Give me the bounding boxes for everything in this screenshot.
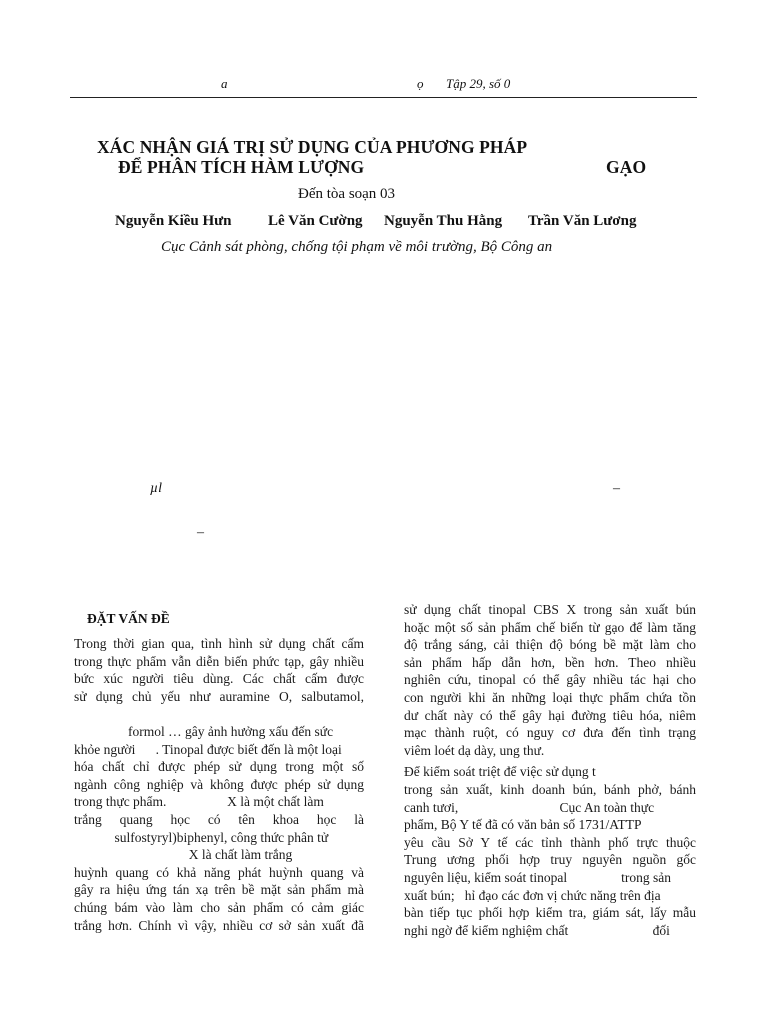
right-line: canh tươi, Cục An toàn thực	[404, 799, 655, 815]
left-line	[74, 705, 364, 723]
right-line: dư chất này có thể gây hại đường tiêu hóa, niêm	[404, 707, 696, 723]
affiliation: Cục Cảnh sát phòng, chống tội phạm về môi trường, Bộ Công an	[161, 239, 553, 255]
right-column	[404, 601, 696, 939]
left-line: trong thực phẩm vẫn diễn biến phức tạp, gây nhiều	[74, 653, 364, 669]
right-line: sử dụng chất tinopal CBS X trong sản xuất bún	[404, 602, 696, 617]
right-line: viêm loét dạ dày, ung thư.	[404, 742, 545, 758]
author-3: Nguyễn Thu Hằng	[384, 213, 503, 229]
right-line: con người khi ăn những loại thực phẩm chứa tồn	[404, 689, 696, 705]
left-line: chúng bám vào làm cho sản phẩm có cảm giác	[74, 899, 364, 915]
right-line: bàn tiếp tục phối hợp kiểm tra, giám sát, lấy mẫu	[404, 905, 696, 921]
left-line: sulfostyryl)biphenyl, công thức phân tử	[74, 829, 329, 845]
header-volume: Tập 29, số 0	[446, 76, 511, 91]
left-line: huỳnh quang có khả năng phát huỳnh quang và	[74, 864, 364, 880]
right-line: mạc thành ruột, có nguy cơ đưa đến tình trạng	[404, 725, 696, 741]
right-line: Trung ương phối hợp truy nguyên nguồn gốc	[404, 852, 696, 868]
left-line: X là chất làm trắng	[74, 847, 293, 863]
abstract-fragment-dash-2: –	[197, 525, 204, 540]
header-fragment-right: ọ	[417, 76, 424, 91]
abstract-fragment-mu-l: µl	[150, 481, 162, 496]
left-line: formol … gây ảnh hưởng xấu đến sức	[74, 723, 334, 739]
left-line: trắng hơn. Chính vì vậy, nhiều cơ sở sản xuất đã	[74, 917, 364, 933]
right-line: độ trắng sáng, cải thiện độ bóng bề mặt làm cho	[404, 637, 696, 653]
title-line-1: XÁC NHẬN GIÁ TRỊ SỬ DỤNG CỦA PHƯƠNG PHÁP	[97, 137, 528, 157]
right-line: xuất bún; hỉ đạo các đơn vị chức năng trên địa	[404, 887, 661, 903]
right-line: phẩm, Bộ Y tế đã có văn bản số 1731/ATTP	[404, 817, 642, 833]
left-line: gây ra hiệu ứng tán xạ trên bề mặt sản phẩm mà	[74, 882, 364, 898]
left-line: ngành công nghiệp và không được phép sử dụng	[74, 776, 364, 792]
left-line: trắng quang học có tên khoa học là	[74, 811, 364, 827]
right-line: yêu cầu Sở Y tế các tỉnh thành phố trực thuộc	[404, 834, 696, 850]
header-rule	[70, 97, 697, 98]
title-line-2-left: ĐỂ PHÂN TÍCH HÀM LƯỢNG	[118, 157, 365, 177]
title-line-2-right: GẠO	[606, 157, 647, 177]
header-fragment-left: a	[221, 76, 228, 91]
right-line: nghi ngờ để kiểm nghiệm chất đối	[404, 922, 670, 938]
author-2: Lê Văn Cường	[268, 213, 363, 229]
right-line: Để kiểm soát triệt để việc sử dụng t	[404, 764, 596, 780]
left-line: Trong thời gian qua, tình hình sử dụng chất cấm	[74, 636, 364, 651]
author-4: Trần Văn Lương	[528, 213, 637, 229]
section-heading: ĐẶT VẤN ĐỀ	[87, 611, 170, 626]
left-column	[74, 635, 364, 934]
left-line: trong thực phẩm. X là một chất làm	[74, 794, 324, 810]
left-line: bức xúc người tiêu dùng. Các chất cấm được	[74, 671, 364, 687]
left-line: khỏe người . Tinopal được biết đến là một loại	[74, 741, 342, 757]
right-line: nguyên liệu, kiểm soát tinopal trong sản	[404, 869, 671, 885]
right-line: nghiên cứu, tinopal có thể gây nhiều tác hại cho	[404, 672, 696, 688]
author-1: Nguyễn Kiều Hưn	[115, 213, 232, 229]
right-line: trong sản xuất, kinh doanh bún, bánh phở, bánh	[404, 781, 696, 797]
left-line: sử dụng chủ yếu như auramine O, salbutamol,	[74, 688, 364, 704]
right-line: sản phẩm hấp dẫn hơn, bền hơn. Theo nhiều	[404, 654, 696, 670]
abstract-fragment-dash-1: –	[613, 481, 620, 496]
right-line: hoặc một số sản phẩm chế biến từ gạo để làm tăng	[404, 619, 696, 635]
left-line: hóa chất chỉ được phép sử dụng trong một số	[74, 759, 364, 775]
received-date: Đến tòa soạn 03	[298, 186, 396, 202]
